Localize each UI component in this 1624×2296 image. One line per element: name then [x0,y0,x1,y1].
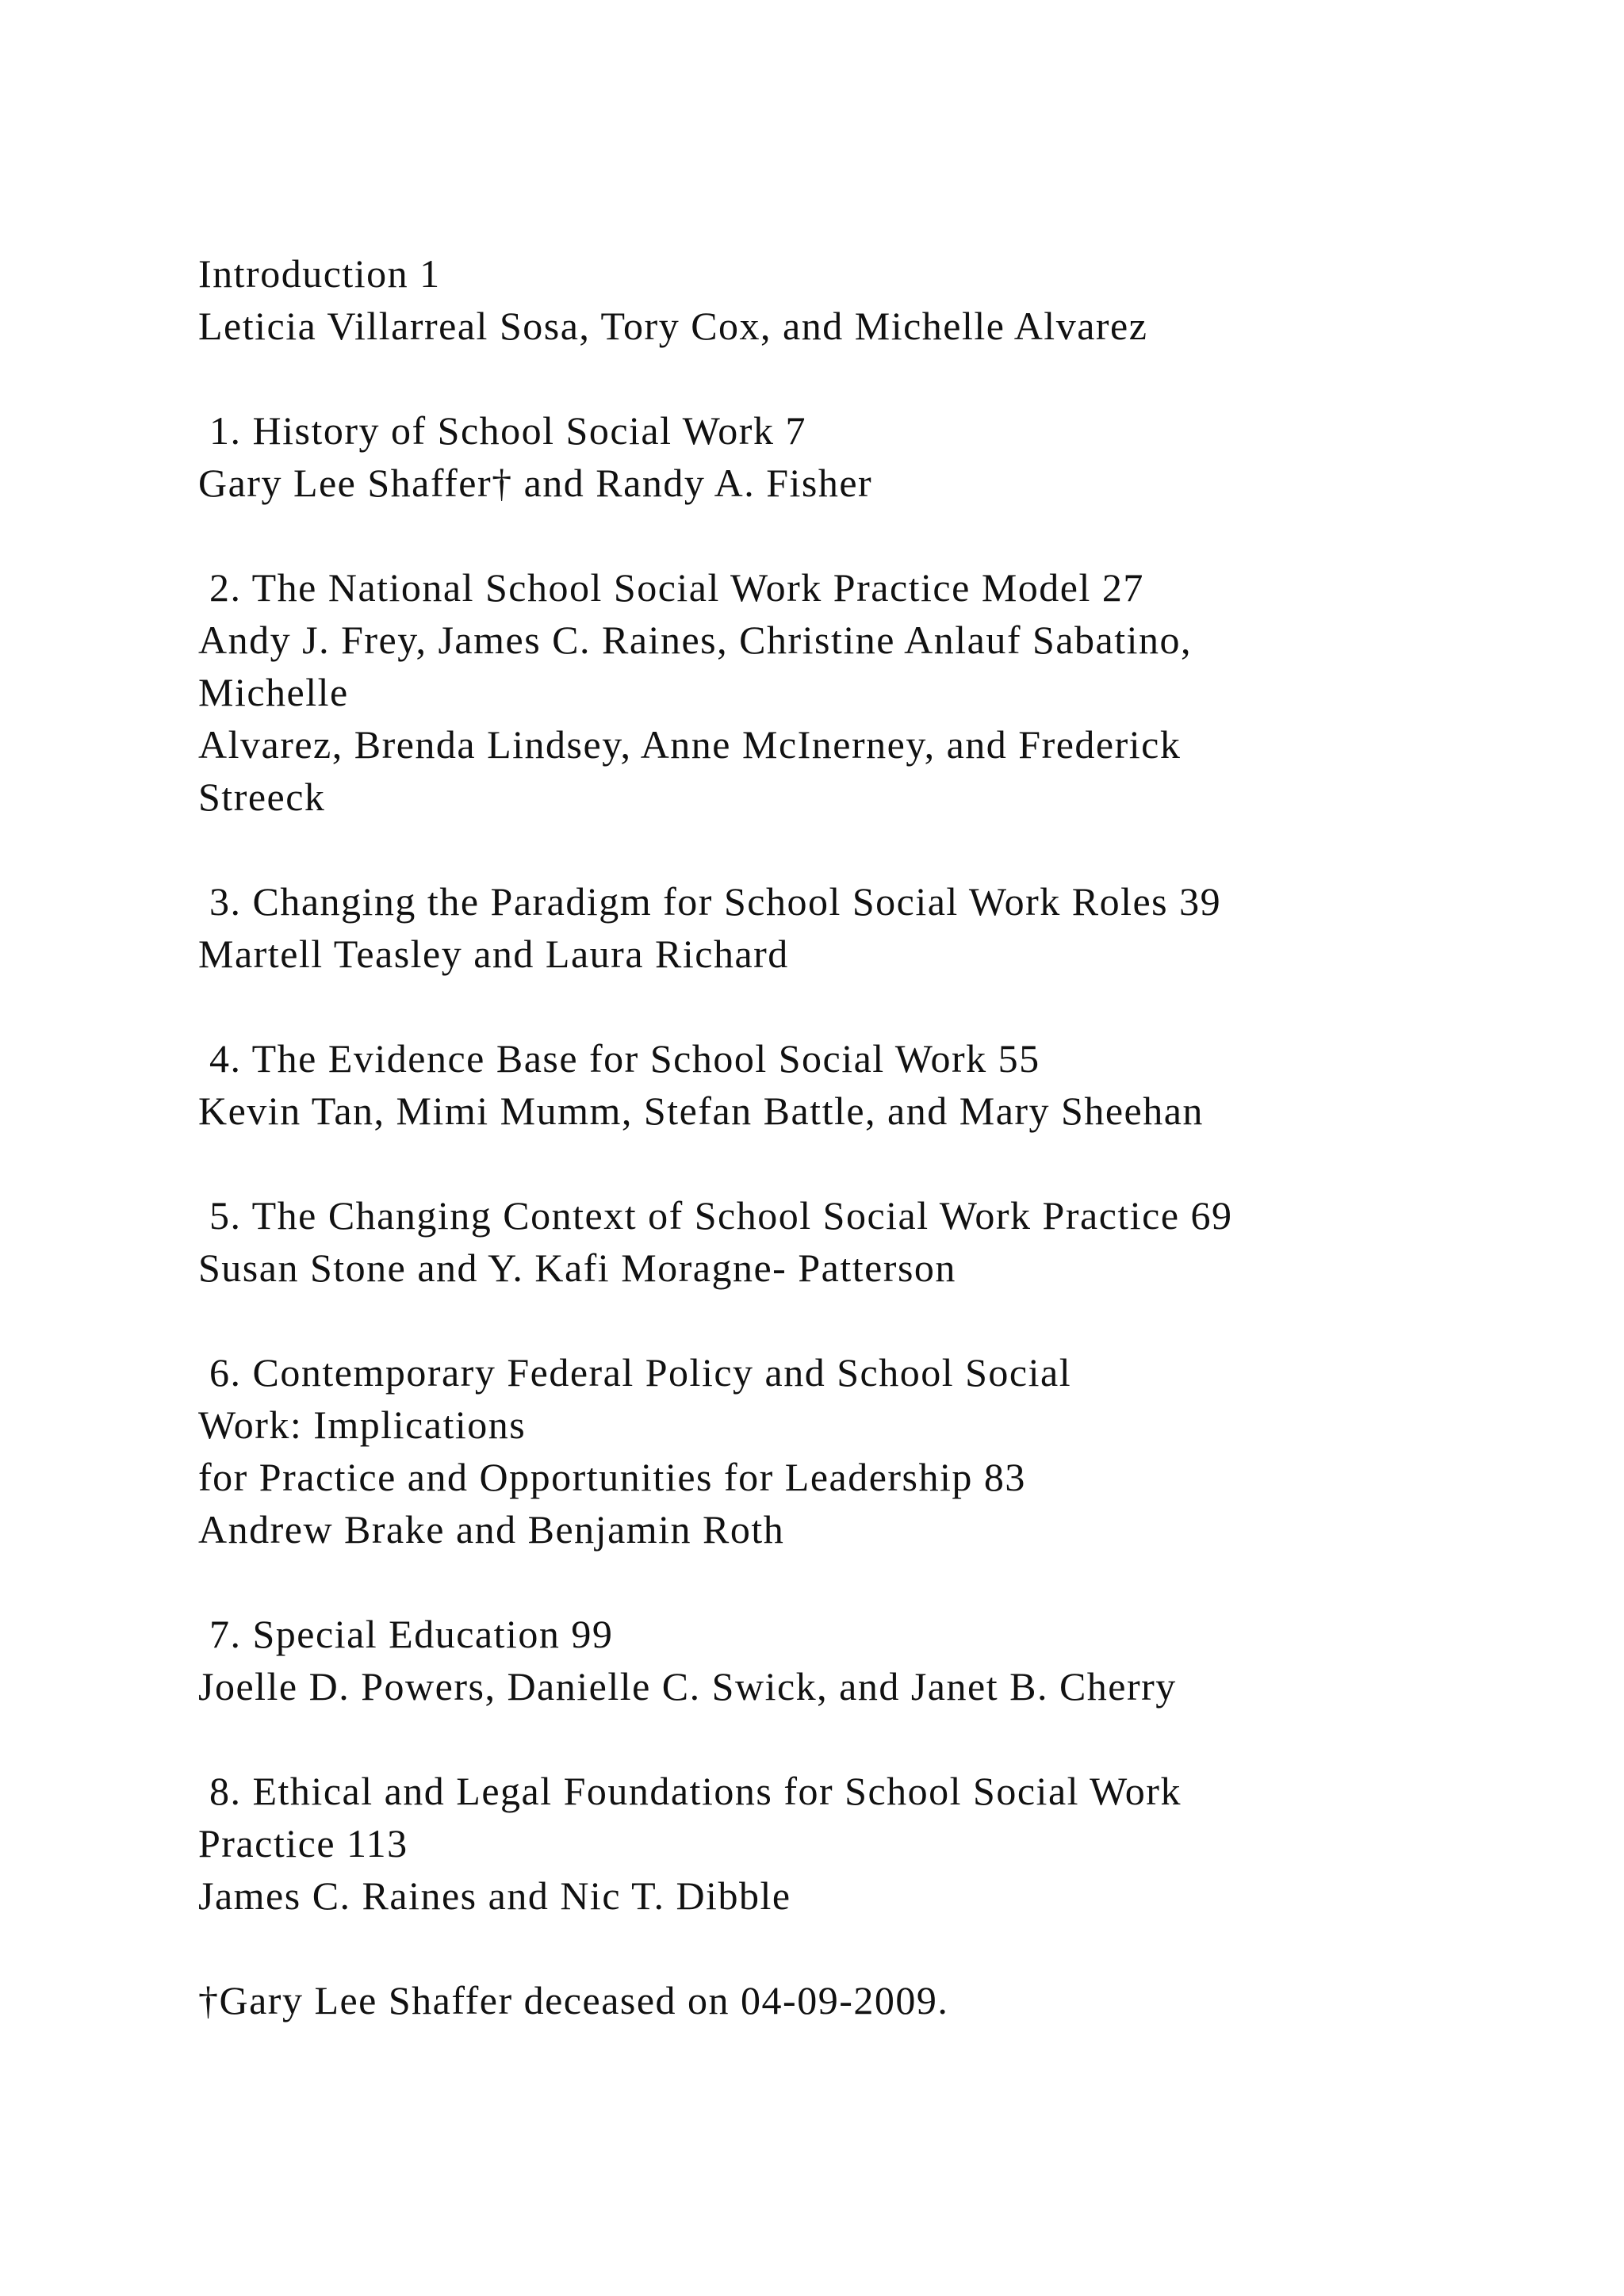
chapter-6-title-line-2: Work: Implications [198,1402,527,1447]
chapter-8-title-line-1: 8. Ethical and Legal Foundations for School Social Work [198,1769,1182,1813]
chapter-4-title: 4. The Evidence Base for School Social Work 55 [198,1036,1040,1081]
spacer [198,1294,1546,1346]
chapter-2-authors-line-2: Michelle [198,670,349,714]
chapter-2-title: 2. The National School Social Work Practice Model 27 [198,565,1144,610]
introduction-authors: Leticia Villarreal Sosa, Tory Cox, and Michelle Alvarez [198,304,1148,348]
table-of-contents [198,247,1546,2026]
chapter-6-title-line-3: for Practice and Opportunities for Leadership 83 [198,1455,1026,1499]
spacer [198,823,1546,875]
chapter-1-title: 1. History of School Social Work 7 [198,408,806,453]
chapter-8-title-line-2: Practice 113 [198,1821,408,1866]
footnote: †Gary Lee Shaffer deceased on 04-09-2009. [198,1978,949,2022]
chapter-8-authors: James C. Raines and Nic T. Dibble [198,1873,791,1918]
chapter-4-authors: Kevin Tan, Mimi Mumm, Stefan Battle, and Mary Sheehan [198,1089,1204,1133]
chapter-6-authors: Andrew Brake and Benjamin Roth [198,1507,785,1552]
spacer [198,1137,1546,1189]
spacer [198,1922,1546,1974]
chapter-3-title: 3. Changing the Paradigm for School Social Work Roles 39 [198,879,1222,924]
chapter-5-title: 5. The Changing Context of School Social Work Practice 69 [198,1193,1233,1238]
spacer [198,980,1546,1032]
chapter-2-authors-line-4: Streeck [198,775,326,819]
spacer [198,1556,1546,1608]
chapter-2-authors-line-3: Alvarez, Brenda Lindsey, Anne McInerney, and Frederick [198,722,1182,767]
chapter-7-authors: Joelle D. Powers, Danielle C. Swick, and Janet B. Cherry [198,1664,1177,1709]
chapter-1-authors: Gary Lee Shaffer† and Randy A. Fisher [198,461,873,505]
spacer [198,1712,1546,1765]
chapter-3-authors: Martell Teasley and Laura Richard [198,932,789,976]
chapter-2-authors-line-1: Andy J. Frey, James C. Raines, Christine Anlauf Sabatino, [198,618,1192,662]
chapter-5-authors: Susan Stone and Y. Kafi Moragne- Patterson [198,1246,956,1290]
chapter-7-title: 7. Special Education 99 [198,1612,614,1656]
spacer [198,352,1546,404]
spacer [198,509,1546,561]
introduction-title: Introduction 1 [198,251,441,296]
chapter-6-title-line-1: 6. Contemporary Federal Policy and School Social [198,1350,1072,1395]
